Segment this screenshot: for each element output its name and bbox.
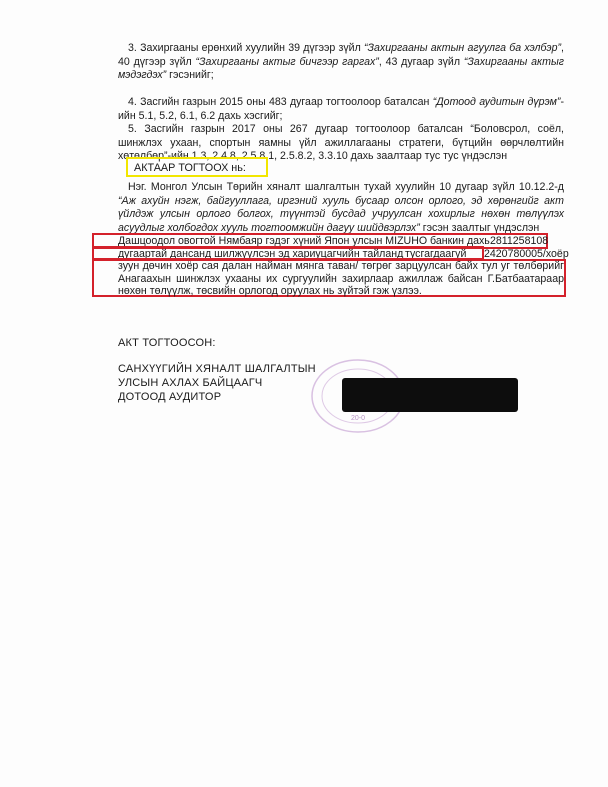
account-number: 2811258108 [490, 235, 549, 247]
para3-text-a: 3. Захиргааны ерөнхий хуулийн 39 дүгээр зүйл [128, 42, 364, 54]
para3-text-d: “Захиргааны актыг бичгээр гаргах” [195, 55, 379, 68]
para4-text-b: “Дотоод аудитын дүрэм” [432, 96, 561, 108]
body-paragraph [118, 181, 564, 235]
para3-text-e: , 43 дугаар зүйл [378, 55, 464, 68]
signature-title: АКТ ТОГТООСОН: [118, 337, 216, 349]
para3-text-f: “Захиргааны актыг мэдэгдэх” [118, 55, 564, 82]
signature-line-2: УЛСЫН АХЛАХ БАЙЦААГЧ [118, 377, 263, 389]
line2-text: дугаартай дансанд шилжүүлсэн эд хариуцагчийн тайланд [118, 248, 404, 260]
para3-text-g: гэсэнийг; [166, 69, 214, 82]
paragraph-4 [118, 96, 564, 123]
redacted-signature [342, 378, 518, 412]
section-heading: АКТААР ТОГТООХ нь: [134, 162, 246, 174]
stamp-text: 20-0 [350, 415, 366, 422]
body-text-c: гэсэн заалтыг үндэслэн [419, 221, 540, 234]
para4-text-c: -ийн 5.1, 5.2, 6.1, 6.2 дахь хэсгийг; [118, 96, 564, 122]
para5-text: 5. Засгийн газрын 2017 оны 267 дугаар тогтоолоор баталсан “Боловсрол, соёл, шинжлэх ухаан, спортын яамны үйл ажиллагааны стратеги, бүтцийн өөрчлөлтийн хөтөлбөр”-ийн 1.3, 2.4.8, 2.5.8.1, 2.5.8.2, 3.3.10 дахь заалтаар тус тус үндэслэн [118, 123, 564, 163]
line2-mid: тусгагдаагүй [405, 248, 467, 260]
signature-line-1: САНХҮҮГИЙН ХЯНАЛТ ШАЛГАЛТЫН [118, 363, 316, 375]
paragraph-3 [118, 42, 564, 83]
red-highlight-box-2 [92, 246, 484, 260]
amount-text: 2420780005/хоёр [484, 248, 569, 260]
para4-text-a: 4. Засгийн газрын 2015 оны 483 дугаар тогтоолоор баталсан [128, 96, 433, 108]
para3-text-c: , 40 дүгээр зүйл [118, 42, 564, 68]
body-text-b: “Аж ахуйн нэгж, байгууллага, иргэний хууль бусаар олсон орлого, эд хөрөнгийг акт үйлдэж улсын орлого болгох, түүнтэй бусдад учруулсан хохирлыг нөхөн төлүүлэх асуудлыг холбогдох хууль тогтоомжийн дагуу шийдвэрлэх” [118, 194, 564, 234]
body-text-a: Нэг. Монгол Улсын Төрийн хяналт шалгалтын тухай хуулийн 10 дугаар зүйл 10.12.2-д [128, 181, 564, 193]
signature-line-3: ДОТООД АУДИТОР [118, 391, 222, 403]
line1-text: Дашцоодол овогтой Нямбаяр гэдэг хүний Япон улсын MIZUHO банкин дахь [118, 235, 490, 247]
para3-text-b: “Захиргааны актын агуулга ба хэлбэр” [364, 42, 562, 54]
body-rest: зуун дөчин хоёр сая далан найман мянга таван/ төгрөг зарцуулсан байх тул уг төлбөрийг Анагаахын шинжлэх ухааны их сургуулийн захирлаар ажиллаж байсан Г.Батбаатараар нөхөн төлүүлж, төсвийн орлогод оруулах нь зүйтэй гэж үзлээ. [118, 260, 564, 297]
